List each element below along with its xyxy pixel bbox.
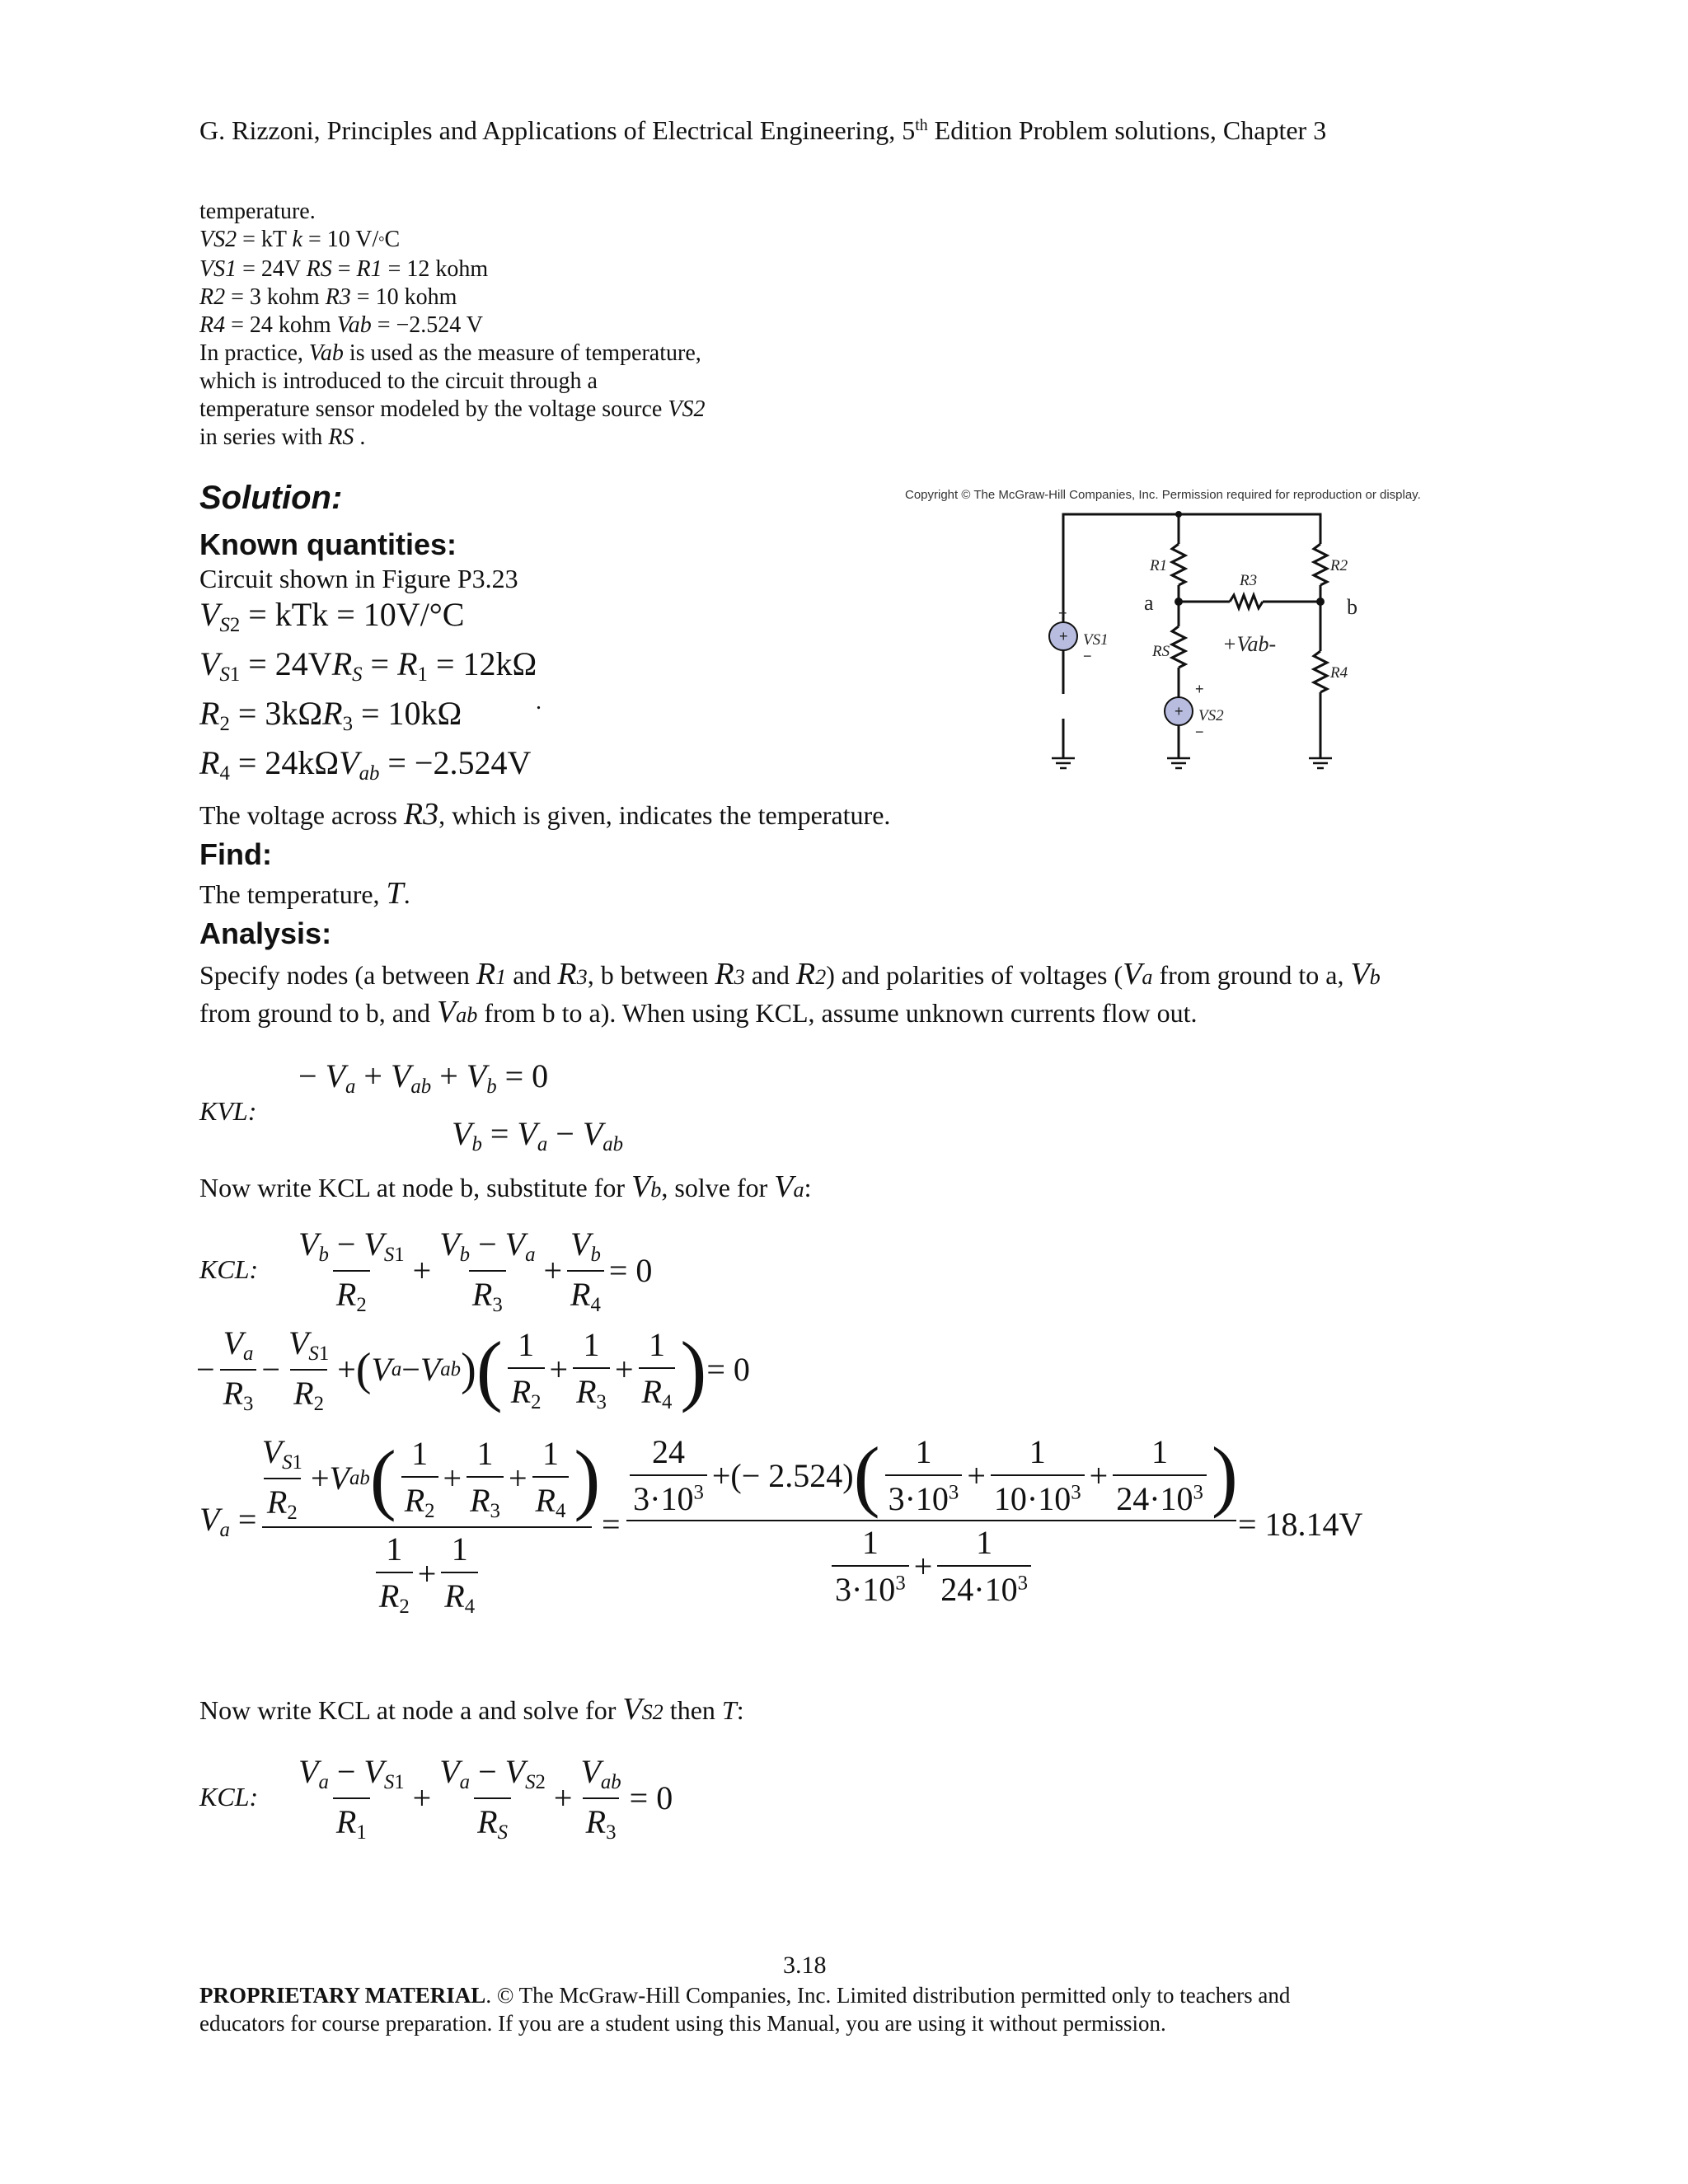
kcl-a-label: KCL: [199,1782,259,1811]
va-label: $V_a$ = [199,1501,257,1541]
label-r1: R1 [1150,557,1168,574]
solution-title: Solution: [199,480,343,516]
va-result: = 18.14V [1238,1506,1363,1543]
analysis-para-1: Specify nodes (a between R1 and R3, b between R3 and R2) and polarities of voltages (Va from ground to a, Vb [199,957,1381,991]
given-para-2: which is introduced to the circuit through a [199,368,598,394]
header-sup: th [915,116,928,135]
kcl-b-eq: $\frac{V_b - V_{S1}}{R_2}$ + $\frac{V_b - V_a}{R_3}$ + $\frac{V_b}{R_4}$ = 0 [298,1226,653,1316]
va-equals: = [602,1506,621,1543]
header-text-end: Edition Problem solutions, Chapter 3 [927,115,1327,145]
known-note: The voltage across R3, which is given, indicates the temperature. [199,797,891,832]
given-line-2: VS1 = 24V RS = R1 = 12 kohm [199,256,489,282]
find-title: Find: [199,837,272,871]
page-header [199,115,1326,146]
label-vs2: VS2 [1198,707,1224,724]
known-eq-1: $V_{S2}$ = kTk = 10V/°C [199,596,465,636]
known-eq-2: $V_{S1} = 24VR_S = R_1 = 12k\Omega$ [199,645,537,686]
kvl-label: KVL: [199,1096,257,1126]
kvl-eq-1: − $V_a + V_{ab} + V_b = 0$ [298,1057,549,1098]
label-node-b: b [1347,595,1357,619]
find-line: The temperature, T. [199,876,410,911]
given-line-1: VS2 = kT k = 10 V/°C [199,227,401,252]
label-vab: +Vab- [1222,632,1277,656]
resistor-r2 [1314,544,1327,585]
node-top [1175,511,1182,518]
given-block [199,198,705,452]
label-rs: RS [1152,643,1170,660]
resistor-r1 [1172,544,1185,585]
kcl-b-expanded: − $\frac{V_a}{R_3}$ − $\frac{V_{S1}}{R_2}$ + ( V a − V ab ) ( $\frac{1}{R_2}$ + $\frac{1}{R_3}$ + $\frac{1}{R_4}$ ) = 0 [196,1324,750,1415]
node-b [1316,598,1325,606]
kvl-eq-2: $V_b = V_a - V_{ab}$ [452,1115,624,1155]
figure-copyright: Copyright © The McGraw-Hill Companies, Inc. Permission required for reproduction or display. [905,488,1421,502]
wire-top [1063,514,1320,694]
label-node-a: a [1144,591,1154,615]
stray-dot: . [536,689,542,715]
given-para-1: In practice, Vab is used as the measure of temperature, [199,340,701,366]
vs1-plus: + [1058,605,1067,621]
given-line-3: R2 = 3 kohm R3 = 10 kohm [199,284,457,310]
analysis-title: Analysis: [199,916,332,950]
ground-symbols [1052,758,1332,768]
footer-line-1: PROPRIETARY MATERIAL. © The McGraw-Hill Companies, Inc. Limited distribution permitted only to teachers and [199,1983,1291,2008]
vs1-inner-plus: + [1059,628,1068,644]
header-text: G. Rizzoni, Principles and Applications of Electrical Engineering, 5 [199,115,916,145]
known-eq-4: $R_4 = 24k\Omega V_{ab} = -2.524V$ [199,744,532,785]
label-r2: R2 [1330,557,1348,574]
label-r4: R4 [1330,664,1348,682]
given-line-0: temperature. [199,199,316,224]
va-symbolic: $\frac{V_{S1}}{R_2}$ + V ab ( $\frac{1}{R_2}$ + $\frac{1}{R_3}$ + $\frac{1}{R_4}$ ) $\frac{1}{R_2}$ + $\frac{1}{R_4}$ [261,1433,601,1618]
resistor-r4 [1314,651,1327,692]
kcl-b-label: KCL: [199,1254,259,1284]
resistor-rs [1172,626,1185,668]
vs2-minus: − [1195,724,1204,740]
resistor-r3 [1230,595,1263,608]
vs2-inner-plus: + [1175,703,1184,719]
known-line: Circuit shown in Figure P3.23 [199,564,518,593]
given-para-3: temperature sensor modeled by the voltage source VS2 [199,396,706,422]
given-para-4: in series with RS . [199,424,366,450]
known-quantities-title: Known quantities: [199,527,457,561]
now-kcl-a: Now write KCL at node a and solve for VS2 then T: [199,1692,744,1727]
footer-line-2: educators for course preparation. If you are a student using this Manual, you are using it without permission. [199,2011,1166,2036]
now-kcl-b: Now write KCL at node b, substitute for Vb, solve for Va: [199,1169,812,1204]
given-line-4: R4 = 24 kohm Vab = −2.524 V [199,312,483,338]
node-a [1175,598,1183,606]
va-numeric: $\frac{24}{3\cdot 10^3}$ +(− 2.524) ( $\frac{1}{3\cdot 10^3}$ + $\frac{1}{10\cdot 10^3}$ + $\frac{1}{24\cdot 10^3}$ ) $\frac{1}{3\cdot 10^3}$ + $\frac{1}{24\cdot 10^3}$ [626,1432,1236,1609]
kcl-a-eq: $\frac{V_a - V_{S1}}{R_1}$ + $\frac{V_a - V_{S2}}{R_S}$ + $\frac{V_{ab}}{R_3}$ = 0 [298,1753,673,1844]
label-vs1: VS1 [1083,631,1109,649]
label-r3: R3 [1240,572,1258,589]
known-eq-3: $R_2 = 3k\Omega R_3 = 10k\Omega$ [199,695,462,735]
page-number: 3.18 [783,1952,827,1979]
vs1-minus: − [1083,648,1092,664]
analysis-para-2: from ground to b, and Vab from b to a). When using KCL, assume unknown currents flow out. [199,995,1198,1029]
circuit-diagram [1022,503,1357,783]
vs2-plus: + [1195,681,1204,697]
